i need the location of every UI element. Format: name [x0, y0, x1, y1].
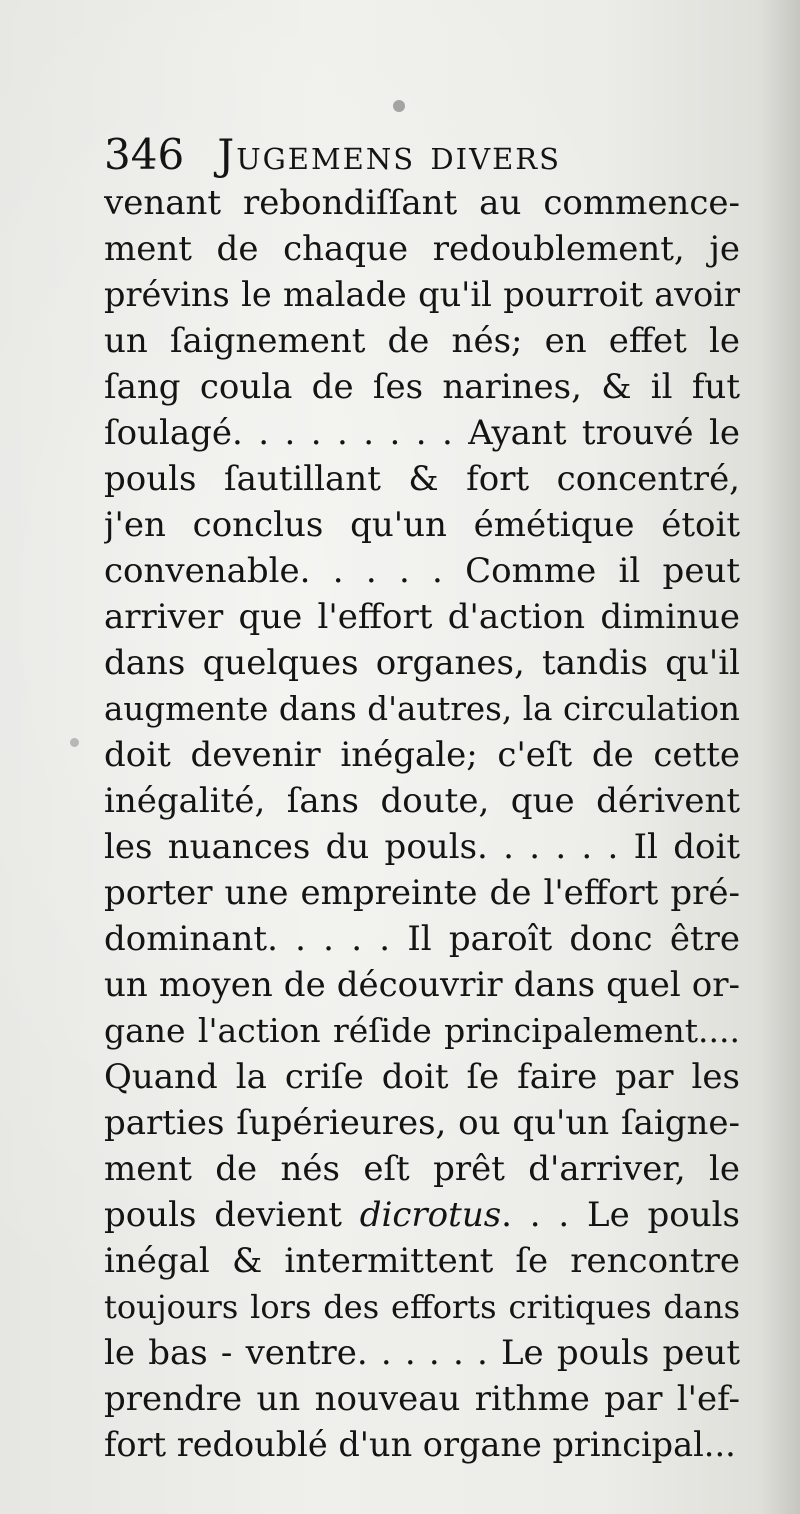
- ink-speck: [70, 738, 79, 747]
- text-line: un moyen de découvrir dans quel or-: [104, 965, 740, 1005]
- ink-speck: [393, 100, 405, 112]
- text-line: j'en conclus qu'un émétique étoit: [104, 505, 740, 545]
- text-line: augmente dans d'autres, la circulation: [104, 690, 740, 728]
- page-header: [104, 128, 744, 182]
- text-line: Quand la criſe doit ſe faire par les: [104, 1057, 740, 1097]
- text-line: un ſaignement de nés; en effet le: [104, 321, 740, 361]
- text-line: ment de nés eſt prêt d'arriver, le: [104, 1149, 740, 1189]
- text-line: doit devenir inégale; c'eſt de cette: [104, 735, 740, 775]
- gutter-shadow: [760, 0, 800, 1514]
- text-line: toujours lors des efforts critiques dans: [104, 1288, 740, 1326]
- text-line: les nuances du pouls. . . . . . Il doit: [104, 827, 740, 867]
- text-line-end: . . . Le pouls: [501, 1195, 740, 1235]
- text-line: prévins le malade qu'il pourroit avoir: [104, 275, 740, 314]
- text-line: dans quelques organes, tandis qu'il: [104, 643, 740, 683]
- text-line: venant rebondiſſant au commence-: [104, 183, 740, 223]
- text-line: pouls ſautillant & fort concentré,: [104, 459, 740, 499]
- text-line: le bas - ventre. . . . . . Le pouls peut: [104, 1333, 740, 1373]
- text-line: ſoulagé. . . . . . . . . Ayant trouvé le: [104, 413, 740, 453]
- text-line: parties ſupérieures, ou qu'un ſaigne-: [104, 1103, 740, 1143]
- running-title: Jugemens divers: [217, 130, 561, 179]
- text-line: dominant. . . . . Il paroît donc être: [104, 919, 740, 959]
- text-line: prendre un nouveau rithme par l'ef-: [104, 1379, 740, 1419]
- text-line-start: pouls devient: [104, 1195, 342, 1235]
- text-line: ſang coula de ſes narines, & il fut: [104, 367, 740, 407]
- text-line: gane l'action réſide principalement....: [104, 1011, 740, 1050]
- text-line: convenable. . . . . Comme il peut: [104, 551, 740, 591]
- text-line: inégalité, ſans doute, que dérivent: [104, 781, 740, 821]
- text-line: ment de chaque redoublement, je: [104, 229, 740, 269]
- italic-term: dicrotus: [359, 1195, 502, 1235]
- body-text: [104, 180, 740, 1468]
- text-line: inégal & intermittent ſe rencontre: [104, 1241, 740, 1281]
- page-number: 346: [104, 130, 185, 179]
- text-line: arriver que l'effort d'action diminue: [104, 597, 740, 637]
- text-line: fort redoublé d'un organe principal...: [104, 1425, 736, 1464]
- text-line: porter une empreinte de l'effort pré-: [104, 873, 740, 913]
- text-line-with-italic: [104, 1192, 740, 1238]
